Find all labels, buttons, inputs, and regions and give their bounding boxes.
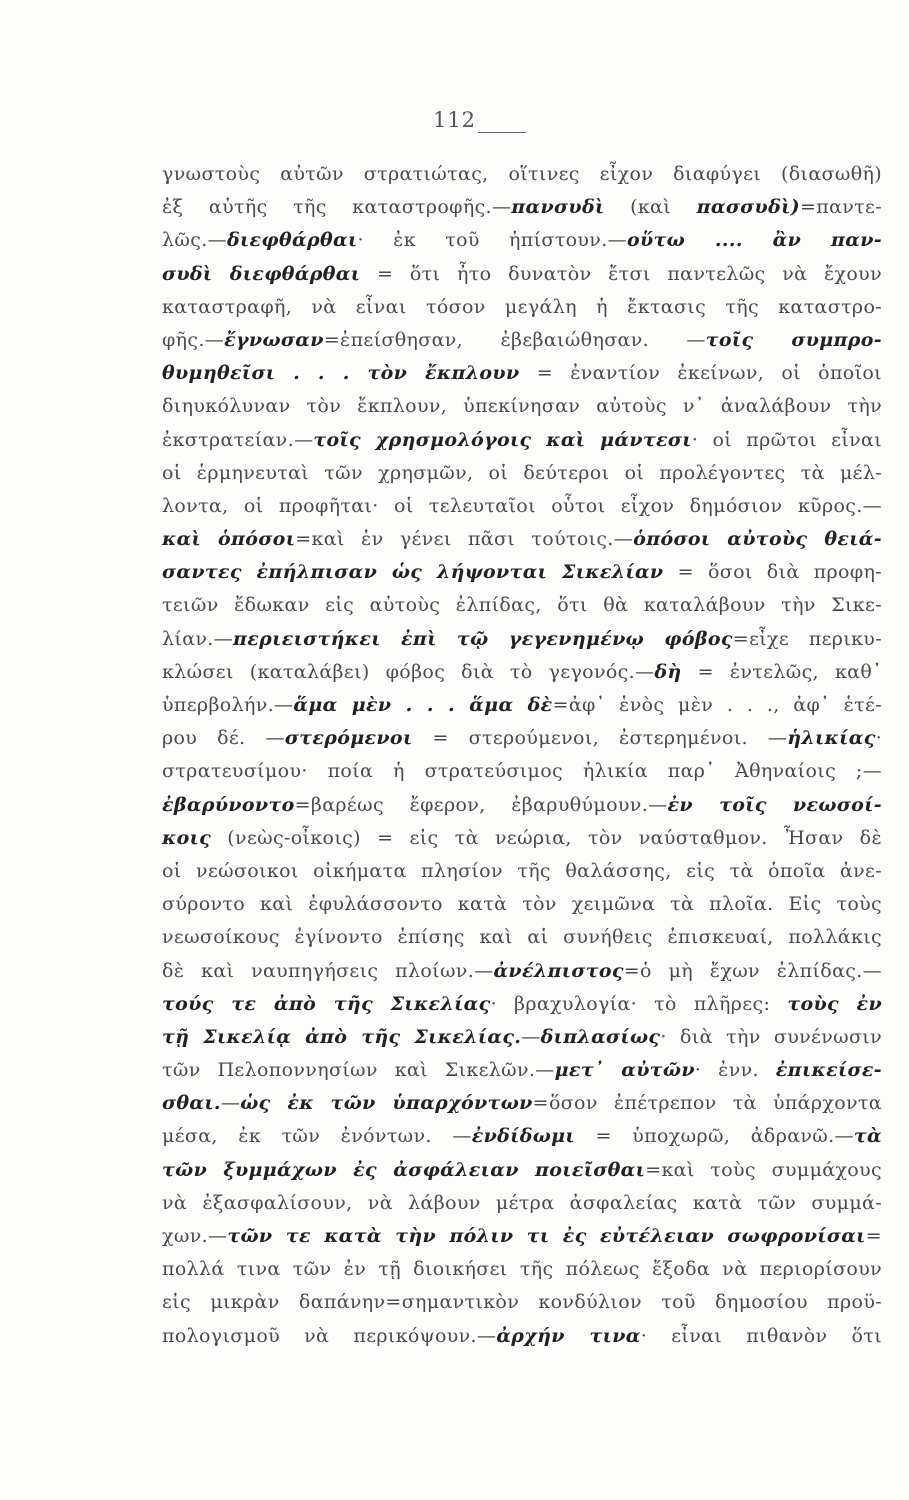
gloss-text: εἰς μικρὰν δαπάνην=σημαντικὸν κονδύλιον τοῦ δημοσίου προϋ- bbox=[162, 1291, 882, 1314]
gloss-text: · ἐκ τοῦ ἠπίστουν.— bbox=[357, 229, 627, 252]
gloss-text: =ἐπείσθησαν, ἐβεβαιώθησαν. — bbox=[323, 328, 706, 351]
text-line bbox=[162, 689, 882, 722]
text-line bbox=[162, 523, 882, 556]
lemma-term: διεφθάρθαι bbox=[226, 229, 358, 252]
gloss-text: =ἀφ᾽ ἑνὸς μὲν . . ., ἀφ᾽ ἑτέ- bbox=[552, 694, 882, 716]
gloss-text: νὰ ἐξασφαλίσουν, νὰ λάβουν μέτρα ἀσφαλείας κατὰ τῶν συμμά- bbox=[162, 1191, 882, 1214]
gloss-text: χων.— bbox=[162, 1225, 228, 1247]
text-line bbox=[162, 191, 882, 224]
gloss-text: · ἐνν. bbox=[694, 1059, 776, 1082]
gloss-text: πολλά τινα τῶν ἐν τῇ διοικήσει τῆς πόλεως ἔξοδα νὰ περιορίσουν bbox=[162, 1258, 882, 1281]
gloss-text: ἐκστρατείαν.— bbox=[162, 428, 314, 451]
gloss-text: =καὶ ἐν γένει πᾶσι τούτοις.— bbox=[295, 528, 634, 551]
gloss-text: τειῶν ἔδωκαν εἰς αὐτοὺς ἐλπίδας, ὅτι θὰ καταλάβουν τὴν Σικε- bbox=[162, 594, 882, 617]
gloss-text: =παντε- bbox=[799, 196, 882, 219]
text-line bbox=[162, 988, 882, 1021]
text-line bbox=[162, 390, 882, 423]
lemma-term: καὶ ὁπόσοι bbox=[162, 528, 296, 551]
lemma-term: τοῖς χρησμολόγοις καὶ μάντεσι bbox=[313, 428, 692, 451]
text-line bbox=[162, 324, 882, 357]
text-line bbox=[162, 1220, 882, 1253]
lemma-term: δὴ bbox=[654, 660, 682, 683]
gloss-text: φῆς.— bbox=[162, 328, 225, 351]
gloss-text: · βραχυλογία· τὸ πλῆρες: bbox=[490, 992, 788, 1015]
gloss-text: λῶς.— bbox=[162, 229, 227, 252]
lemma-term: ἅμα μὲν . . . ἅμα δὲ bbox=[293, 694, 553, 716]
text-line bbox=[162, 1286, 882, 1319]
gloss-text: ἐξ αὐτῆς τῆς καταστροφῆς.— bbox=[162, 196, 512, 219]
lemma-term: τῶν τε κατὰ τὴν πόλιν τι ἐς εὐτέλειαν σωφρονίσαι bbox=[227, 1225, 866, 1247]
gloss-text: ὑπερβολήν.— bbox=[162, 694, 294, 716]
lemma-term: πανσυδὶ bbox=[511, 196, 605, 219]
text-line bbox=[162, 224, 882, 257]
gloss-text: πολογισμοῦ νὰ περικόψουν.— bbox=[162, 1324, 497, 1347]
lemma-term: ὁπόσοι αὐτοὺς θειά- bbox=[633, 528, 883, 551]
gloss-text: μέσα, ἐκ τῶν ἐνόντων. — bbox=[162, 1125, 472, 1148]
text-line bbox=[162, 1087, 882, 1120]
gloss-text: διηυκόλυναν τὸν ἔκπλουν, ὑπεκίνησαν αὐτοὺς ν᾽ ἀναλάβουν τὴν bbox=[162, 395, 882, 418]
text-line bbox=[162, 722, 882, 755]
text-line bbox=[162, 258, 882, 291]
text-line bbox=[162, 855, 882, 888]
text-line bbox=[162, 822, 882, 855]
lemma-term: μετ᾽ αὐτῶν bbox=[554, 1059, 695, 1082]
gloss-text: = bbox=[865, 1225, 882, 1247]
text-line bbox=[162, 755, 882, 788]
gloss-text: = ὅσοι διὰ προφη- bbox=[663, 561, 882, 584]
text-line bbox=[162, 589, 882, 622]
lemma-term: ἐν τοῖς νεωσοί- bbox=[667, 793, 882, 816]
gloss-text: λίαν.— bbox=[162, 627, 234, 650]
text-line bbox=[162, 1054, 882, 1087]
text-line bbox=[162, 490, 882, 523]
gloss-text: = στερούμενοι, ἐστερημένοι. — bbox=[412, 727, 788, 750]
gloss-text: =καὶ τοὺς συμμάχους bbox=[645, 1158, 882, 1181]
text-line bbox=[162, 1021, 882, 1054]
lemma-term: σαντες ἐπήλπισαν ὡς λήψονται Σικελίαν bbox=[162, 561, 664, 584]
text-line bbox=[162, 888, 882, 921]
gloss-text: κλώσει (καταλάβει) φόβος διὰ τὸ γεγονός.— bbox=[162, 660, 655, 683]
gloss-text: = ὑποχωρῶ, ἀδρανῶ.— bbox=[574, 1125, 854, 1148]
text-line bbox=[162, 457, 882, 490]
text-line bbox=[162, 1154, 882, 1187]
text-line bbox=[162, 955, 882, 988]
gloss-text: · bbox=[875, 727, 882, 750]
text-line bbox=[162, 357, 882, 390]
lemma-term: περιειστήκει ἐπὶ τῷ γεγενημένῳ φόβος bbox=[233, 627, 733, 650]
lemma-term: ἀνέλπιστος bbox=[493, 959, 624, 982]
lemma-term: τῇ Σικελίᾳ ἀπὸ τῆς Σικελίας. bbox=[162, 1025, 522, 1048]
gloss-text: τῶν Πελοποννησίων καὶ Σικελῶν.— bbox=[162, 1059, 555, 1082]
lemma-term: ἐνδίδωμι bbox=[471, 1125, 575, 1148]
lemma-term: συδὶ διεφθάρθαι bbox=[162, 262, 361, 285]
text-line bbox=[162, 1320, 882, 1353]
lemma-term: θυμηθεῖσι . . . τὸν ἔκπλουν bbox=[162, 362, 520, 385]
lemma-term: οὕτω .... ἂν παν- bbox=[626, 229, 882, 252]
text-line bbox=[162, 424, 882, 457]
gloss-text: δὲ καὶ ναυπηγήσεις πλοίων.— bbox=[162, 959, 494, 982]
lemma-term: ἔγνωσαν bbox=[224, 328, 324, 351]
gloss-text: · εἶναι πιθανὸν ὅτι bbox=[640, 1324, 882, 1347]
text-line bbox=[162, 656, 882, 689]
gloss-text: νεωσοίκους ἐγίνοντο ἐπίσης καὶ αἱ συνήθεις ἐπισκευαί, πολλάκις bbox=[162, 926, 882, 949]
text-line bbox=[162, 1120, 882, 1153]
lemma-term: ἐπικείσε- bbox=[775, 1059, 883, 1082]
lemma-term: ἐβαρύνοντο bbox=[162, 793, 295, 816]
gloss-text: ρου δέ. — bbox=[162, 727, 285, 750]
gloss-text: · διὰ τὴν συνένωσιν bbox=[660, 1025, 882, 1048]
commentary-text bbox=[162, 158, 882, 1353]
gloss-text: = ὅτι ἦτο δυνατὸν ἔτσι παντελῶς νὰ ἔχουν bbox=[360, 262, 882, 285]
text-line bbox=[162, 921, 882, 954]
text-line bbox=[162, 789, 882, 822]
lemma-term: τῶν ξυμμάχων ἐς ἀσφάλειαν ποιεῖσθαι bbox=[162, 1158, 646, 1181]
gloss-text: =ὁ μὴ ἔχων ἐλπίδας.— bbox=[623, 959, 882, 982]
lemma-term: στερόμενοι bbox=[284, 727, 413, 750]
gloss-text: · οἱ πρῶτοι εἶναι bbox=[691, 428, 882, 451]
gloss-text: στρατευσίμου· ποία ἡ στρατεύσιμος ἡλικία παρ᾽ Ἀθηναίοις ;— bbox=[162, 760, 882, 783]
lemma-term: τοὺς ἐν bbox=[787, 992, 882, 1015]
lemma-term: διπλασίως bbox=[540, 1025, 661, 1048]
gloss-text: (νεὼς-οἶκοις) = εἰς τὰ νεώρια, τὸν ναύσταθμον. Ἦσαν δὲ bbox=[211, 826, 882, 849]
gloss-text: οἱ νεώσοικοι οἰκήματα πλησίον τῆς θαλάσσης, εἰς τὰ ὁποῖα ἀνε- bbox=[162, 859, 882, 882]
text-line bbox=[162, 158, 882, 191]
gloss-text: =εἶχε περικυ- bbox=[732, 627, 882, 650]
gloss-text: — bbox=[220, 1092, 241, 1115]
gloss-text: λοντα, οἱ προφῆται· οἱ τελευταῖοι οὗτοι εἶχον δημόσιον κῦρος.— bbox=[162, 494, 882, 517]
lemma-term: ἡλικίας bbox=[787, 727, 876, 750]
text-line bbox=[162, 623, 882, 656]
lemma-term: σθαι. bbox=[162, 1092, 221, 1115]
gloss-text: = ἐναντίον ἐκείνων, οἱ ὁποῖοι bbox=[519, 362, 882, 385]
gloss-text: γνωστοὺς αὐτῶν στρατιώτας, οἵτινες εἶχον διαφύγει (διασωθῆ) bbox=[162, 163, 882, 185]
text-line bbox=[162, 1187, 882, 1220]
gloss-text: (καὶ bbox=[604, 196, 697, 219]
gloss-text: — bbox=[521, 1025, 541, 1048]
lemma-term: τοῖς συμπρο- bbox=[705, 328, 882, 351]
text-line bbox=[162, 1253, 882, 1286]
page-number-rule bbox=[478, 132, 526, 133]
page-number: 112 bbox=[432, 108, 477, 132]
gloss-text: =ὅσον ἐπέτρεπον τὰ ὑπάρχοντα bbox=[532, 1092, 882, 1115]
lemma-term: ἀρχήν τινα bbox=[496, 1324, 641, 1347]
gloss-text: καταστραφῆ, νὰ εἶναι τόσον μεγάλη ἡ ἔκτασις τῆς καταστρο- bbox=[162, 295, 882, 318]
lemma-term: τὰ bbox=[853, 1125, 883, 1148]
lemma-term: πασσυδὶ) bbox=[696, 196, 800, 219]
text-line bbox=[162, 291, 882, 324]
gloss-text: = ἐντελῶς, καθ᾽ bbox=[681, 660, 882, 683]
lemma-term: τούς τε ἀπὸ τῆς Σικελίας bbox=[162, 992, 491, 1015]
lemma-term: ὡς ἐκ τῶν ὑπαρχόντων bbox=[240, 1092, 533, 1115]
text-line bbox=[162, 556, 882, 589]
gloss-text: =βαρέως ἔφερον, ἐβαρυθύμουν.— bbox=[294, 793, 668, 816]
gloss-text: οἱ ἑρμηνευταὶ τῶν χρησμῶν, οἱ δεύτεροι οἱ προλέγοντες τὰ μέλ- bbox=[162, 461, 882, 484]
lemma-term: κοις bbox=[162, 826, 212, 849]
gloss-text: σύροντο καὶ ἐφυλάσσοντο κατὰ τὸν χειμῶνα τὰ πλοῖα. Εἰς τοὺς bbox=[162, 893, 882, 916]
